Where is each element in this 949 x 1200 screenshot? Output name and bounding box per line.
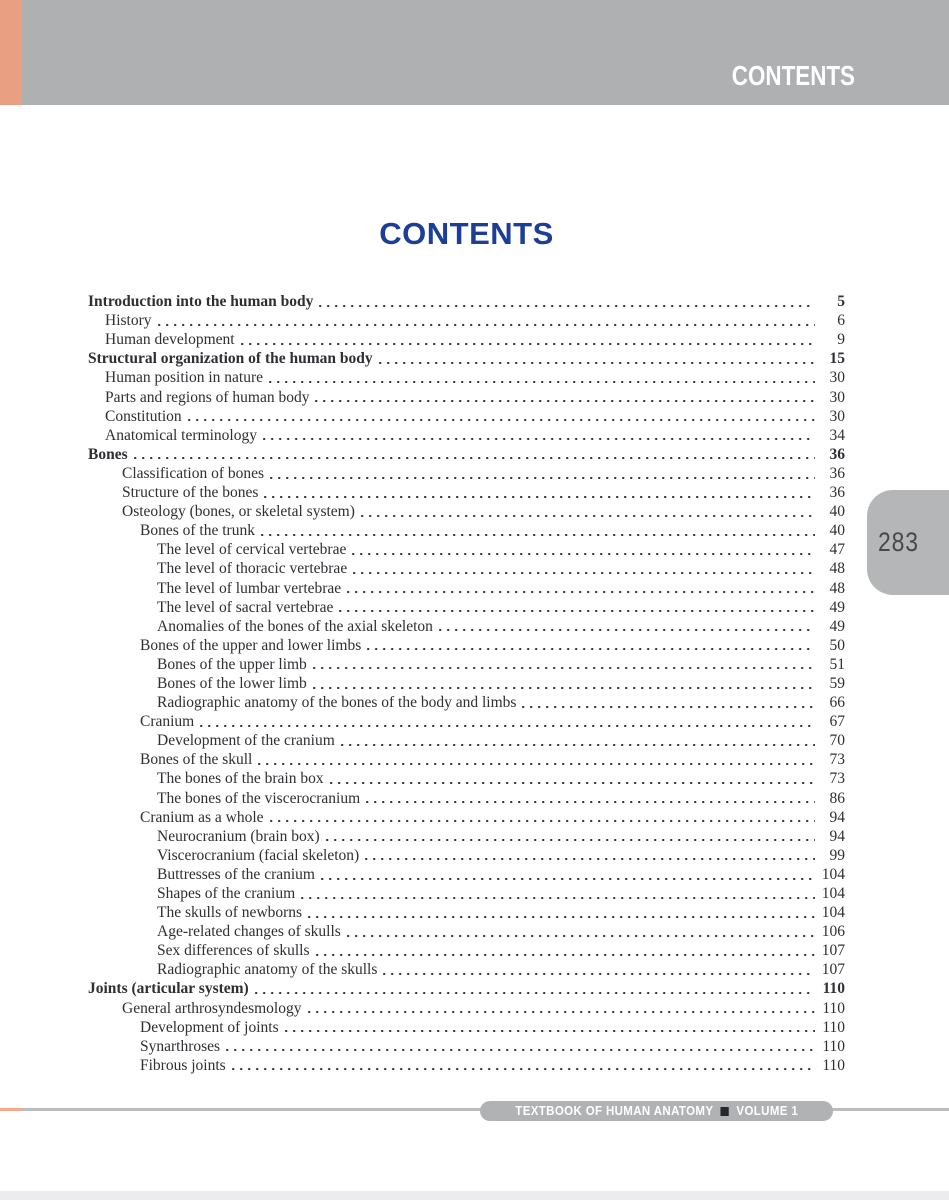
toc-entry-page: 73: [829, 751, 845, 769]
toc-entry-label: Bones: [88, 445, 128, 463]
toc-entry: [88, 445, 845, 464]
page-number: 283: [878, 527, 919, 557]
toc-entry-label: Introduction into the human body: [88, 293, 314, 311]
toc-entry-label: The level of sacral vertebrae: [157, 598, 334, 616]
toc-entry-page: 107: [821, 942, 845, 960]
toc-entry-label: The level of cervical vertebrae: [157, 541, 347, 559]
toc-entry-label: Structural organization of the human body: [88, 350, 373, 368]
toc-entry-page: 70: [829, 732, 845, 750]
footer-volume: VOLUME 1: [736, 1104, 798, 1118]
toc-entry-label: The level of thoracic vertebrae: [157, 560, 348, 578]
toc-entry-page: 15: [829, 350, 845, 368]
top-banner: [0, 0, 949, 105]
toc-entry-page: 30: [829, 369, 845, 387]
toc-entry: [88, 865, 845, 884]
toc-entry-page: 51: [829, 655, 845, 673]
toc-entry: [88, 712, 845, 731]
toc-entry: [88, 540, 845, 559]
toc-entry-page: 67: [829, 713, 845, 731]
toc-entry-page: 48: [829, 579, 845, 597]
toc-entry: [88, 502, 845, 521]
toc-entry: [88, 731, 845, 750]
toc-entry-page: 110: [822, 980, 845, 998]
toc-entry: [88, 674, 845, 693]
toc-entry-label: Sex differences of skulls: [157, 942, 310, 960]
toc-entry-label: Anomalies of the bones of the axial skeleton: [157, 617, 433, 635]
toc-entry: [88, 292, 845, 311]
toc-entry-page: 94: [829, 827, 845, 845]
toc-entry-page: 40: [829, 522, 845, 540]
toc-entry-label: Fibrous joints: [140, 1056, 226, 1074]
toc-entry-page: 104: [821, 865, 845, 883]
toc-entry-label: General arthrosyndesmology: [122, 999, 302, 1017]
toc-entry-page: 49: [829, 617, 845, 635]
toc-entry: [88, 426, 845, 445]
toc-entry-label: Joints (articular system): [88, 980, 249, 998]
toc-entry-page: 36: [829, 464, 845, 482]
toc-entry-label: Bones of the upper limb: [157, 655, 307, 673]
toc-entry-label: Bones of the trunk: [140, 522, 255, 540]
toc-entry: [88, 998, 845, 1017]
toc-entry: [88, 464, 845, 483]
toc-entry: [88, 483, 845, 502]
side-page-tab: [867, 490, 949, 595]
toc-entry-label: Osteology (bones, or skeletal system): [122, 503, 355, 521]
toc-entry: [88, 655, 845, 674]
toc-entry-page: 110: [822, 999, 845, 1017]
toc-entry-label: Structure of the bones: [122, 484, 259, 502]
toc-entry-page: 36: [829, 484, 845, 502]
toc-entry-page: 5: [837, 293, 845, 311]
toc-entry-page: 110: [822, 1018, 845, 1036]
toc-entry-page: 110: [822, 1056, 845, 1074]
toc-entry-page: 48: [829, 560, 845, 578]
toc-entry-label: Development of joints: [140, 1018, 279, 1036]
toc-entry-label: History: [105, 312, 152, 330]
toc-entry-label: Shapes of the cranium: [157, 885, 296, 902]
toc-entry: [88, 636, 845, 655]
toc-entry-page: 73: [829, 770, 845, 788]
toc-entry-label: The bones of the viscerocranium: [157, 789, 361, 807]
toc-entry: [88, 903, 845, 922]
footer-banner: [480, 1101, 833, 1121]
toc-entry-label: The level of lumbar vertebrae: [157, 579, 342, 597]
toc-entry: [88, 769, 845, 788]
toc-entry-page: 30: [829, 388, 845, 406]
toc-entry-label: Synarthroses: [140, 1037, 221, 1055]
toc-entry-page: 47: [829, 541, 845, 559]
banner-title: CONTENTS: [731, 60, 855, 91]
toc-entry: [88, 693, 845, 712]
toc-entry-label: Development of the cranium: [157, 732, 335, 750]
page-bottom-edge: [0, 1191, 949, 1200]
footer-book-title: TEXTBOOK OF HUMAN ANATOMY: [515, 1104, 714, 1118]
toc-entry: [88, 330, 845, 349]
square-separator-icon: [721, 1107, 729, 1116]
toc-entry-label: Parts and regions of human body: [105, 388, 310, 406]
toc-entry-page: 104: [821, 885, 845, 902]
toc-entry: [88, 846, 845, 865]
toc-entry-page: 99: [829, 846, 845, 864]
toc-entry-page: 30: [829, 407, 845, 425]
toc-entry-page: 104: [821, 904, 845, 922]
toc-entry-page: 66: [829, 694, 845, 712]
toc-entry-page: 107: [821, 961, 845, 979]
page-title: CONTENTS: [379, 216, 554, 251]
toc-entry: [88, 788, 845, 807]
table-of-contents: [88, 292, 845, 1075]
toc-entry: [88, 598, 845, 617]
toc-entry-label: Radiographic anatomy of the skulls: [157, 961, 378, 979]
toc-entry: [88, 521, 845, 540]
toc-entry-page: 110: [822, 1037, 845, 1055]
toc-entry-page: 50: [829, 636, 845, 654]
toc-entry: [88, 349, 845, 368]
banner-orange-accent: [0, 0, 22, 105]
toc-entry-label: Bones of the lower limb: [157, 674, 307, 692]
toc-entry-page: 9: [837, 331, 845, 349]
toc-entry: [88, 368, 845, 387]
toc-entry-page: 6: [837, 312, 845, 330]
toc-entry-label: Cranium as a whole: [140, 808, 264, 826]
toc-entry-label: Human position in nature: [105, 369, 263, 387]
toc-entry: [88, 387, 845, 406]
toc-entry-page: 59: [829, 674, 845, 692]
toc-entry-page: 94: [829, 808, 845, 826]
toc-entry: [88, 617, 845, 636]
toc-entry-page: 49: [829, 598, 845, 616]
toc-entry-label: Age-related changes of skulls: [157, 923, 341, 941]
toc-entry-label: The bones of the brain box: [157, 770, 324, 788]
toc-entry-label: Bones of the skull: [140, 751, 253, 769]
toc-entry-label: Classification of bones: [122, 464, 265, 482]
toc-entry: [88, 922, 845, 941]
toc-entry: [88, 827, 845, 846]
toc-entry: [88, 750, 845, 769]
toc-entry-page: 106: [821, 923, 845, 941]
toc-entry-page: 36: [829, 445, 845, 463]
toc-entry-page: 40: [829, 503, 845, 521]
toc-entry-label: Human development: [105, 331, 235, 349]
toc-entry: [88, 311, 845, 330]
toc-entry: [88, 960, 845, 979]
toc-entry: [88, 808, 845, 827]
toc-entry-label: The skulls of newborns: [157, 904, 303, 922]
toc-entry-label: Anatomical terminology: [105, 426, 257, 444]
toc-entry-page: 86: [829, 789, 845, 807]
footer-rule-orange-accent: [0, 1108, 22, 1111]
toc-entry-label: Neurocranium (brain box): [157, 827, 320, 845]
toc-entry-label: Radiographic anatomy of the bones of the body and limbs: [157, 694, 517, 712]
toc-entry: [88, 1056, 845, 1075]
toc-entry: [88, 559, 845, 578]
toc-entry: [88, 1037, 845, 1056]
toc-entry-label: Viscerocranium (facial skeleton): [157, 846, 360, 864]
toc-entry: [88, 941, 845, 960]
toc-entry-page: 34: [829, 426, 845, 444]
toc-entry: [88, 884, 845, 903]
toc-entry: [88, 1018, 845, 1037]
toc-entry-label: Cranium: [140, 713, 195, 731]
toc-entry: [88, 979, 845, 998]
toc-entry-label: Bones of the upper and lower limbs: [140, 636, 362, 654]
toc-entry-label: Buttresses of the cranium: [157, 865, 315, 883]
toc-entry: [88, 407, 845, 426]
toc-entry-label: Constitution: [105, 407, 182, 425]
toc-entry: [88, 578, 845, 597]
